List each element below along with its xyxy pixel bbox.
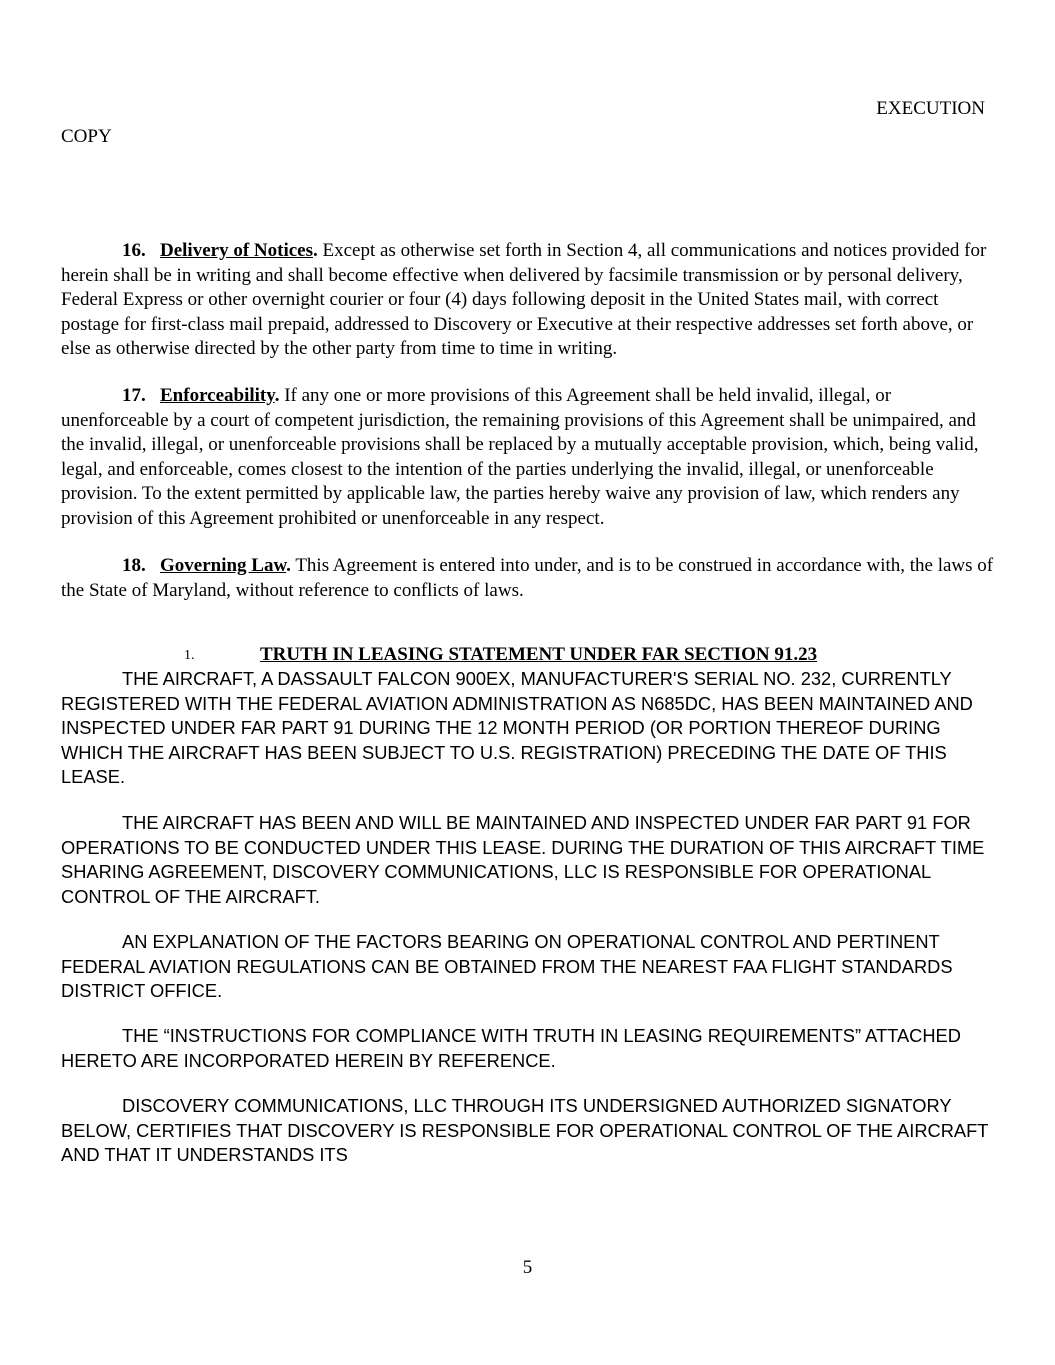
section-18-heading-end: . bbox=[286, 555, 291, 576]
truth-in-leasing-paragraph-3: AN EXPLANATION OF THE FACTORS BEARING ON OPERATIONAL CONTROL AND PERTINENT FEDERAL AVIATION REGULATIONS CAN BE OBTAINED FROM THE NEAREST FAA FLIGHT STANDARDS DISTRICT OFFICE. bbox=[61, 931, 953, 1001]
page-number: 5 bbox=[522, 1257, 533, 1278]
truth-in-leasing-paragraph-1: THE AIRCRAFT, A DASSAULT FALCON 900EX, MANUFACTURER'S SERIAL NO. 232, CURRENTLY REGISTERED WITH THE FEDERAL AVIATION ADMINISTRATION AS N685DC, HAS BEEN MAINTAINED AND INSPECTED UNDER FAR PART 91 DURING THE 12 MONTH PERIOD (OR PORTION THEREOF DURING WHICH THE AIRCRAFT HAS BEEN SUBJECT TO U.S. REGISTRATION) PRECEDING THE DATE OF THIS LEASE. bbox=[61, 668, 973, 787]
section-16-paragraph bbox=[61, 239, 996, 362]
section-18-body: This Agreement is entered into under, and is to be construed in accordance with, the laws of the State of Maryland, without reference to conflicts of laws. bbox=[61, 555, 994, 601]
truth-in-leasing-paragraph-5: DISCOVERY COMMUNICATIONS, LLC THROUGH ITS UNDERSIGNED AUTHORIZED SIGNATORY BELOW, CERTIFIES THAT DISCOVERY IS RESPONSIBLE FOR OPERATIONAL CONTROL OF THE AIRCRAFT AND THAT IT UNDERSTANDS ITS bbox=[61, 1095, 989, 1165]
truth-in-leasing-paragraph-4: THE “INSTRUCTIONS FOR COMPLIANCE WITH TRUTH IN LEASING REQUIREMENTS” ATTACHED HERETO ARE INCORPORATED HEREIN BY REFERENCE. bbox=[61, 1025, 961, 1071]
header-copy: COPY bbox=[61, 126, 112, 147]
section-17-body: If any one or more provisions of this Agreement shall be held invalid, illegal, or unenforceable by a court of competent jurisdiction, the remaining provisions of this Agreement shall be unimpaired, and the invalid, illegal, or unenforceable provisions shall be replaced by a mutually acceptable provision, which, being valid, legal, and enforceable, comes closest to the intention of the parties underlying the invalid, illegal, or unenforceable provision. To the extent permitted by applicable law, the parties hereby waive any provision of law, which renders any provision of this Agreement prohibited or unenforceable in any respect. bbox=[61, 385, 979, 529]
section-17-heading: Enforceability bbox=[160, 385, 275, 406]
section-17-paragraph bbox=[61, 384, 996, 532]
truth-in-leasing-paragraph-2: THE AIRCRAFT HAS BEEN AND WILL BE MAINTAINED AND INSPECTED UNDER FAR PART 91 FOR OPERATIONS TO BE CONDUCTED UNDER THIS LEASE. DURING THE DURATION OF THIS AIRCRAFT TIME SHARING AGREEMENT, DISCOVERY COMMUNICATIONS, LLC IS RESPONSIBLE FOR OPERATIONAL CONTROL OF THE AIRCRAFT. bbox=[61, 812, 985, 907]
section-18-paragraph bbox=[61, 554, 996, 603]
section-17-number: 17. bbox=[122, 385, 146, 406]
section-18-heading: Governing Law bbox=[160, 555, 287, 576]
header-execution: EXECUTION bbox=[876, 98, 985, 119]
section-16-body: Except as otherwise set forth in Section 4, all communications and notices provided for herein shall be in writing and shall become effective when delivered by facsimile transmission or by personal delivery, Federal Express or other overnight courier or four (4) days following deposit in the United States mail, with correct postage for first-class mail prepaid, addressed to Discovery or Executive at their respective addresses set forth above, or else as otherwise directed by the other party from time to time in writing. bbox=[61, 240, 987, 360]
section-18-number: 18. bbox=[122, 555, 146, 576]
section-16-heading-end: . bbox=[313, 240, 318, 261]
truth-in-leasing-title: TRUTH IN LEASING STATEMENT UNDER FAR SECTION 91.23 bbox=[260, 644, 818, 665]
section-16-number: 16. bbox=[122, 240, 146, 261]
section-16-heading: Delivery of Notices bbox=[160, 240, 313, 261]
section-17-heading-end: . bbox=[274, 385, 280, 406]
truth-in-leasing-number: 1. bbox=[184, 648, 195, 663]
